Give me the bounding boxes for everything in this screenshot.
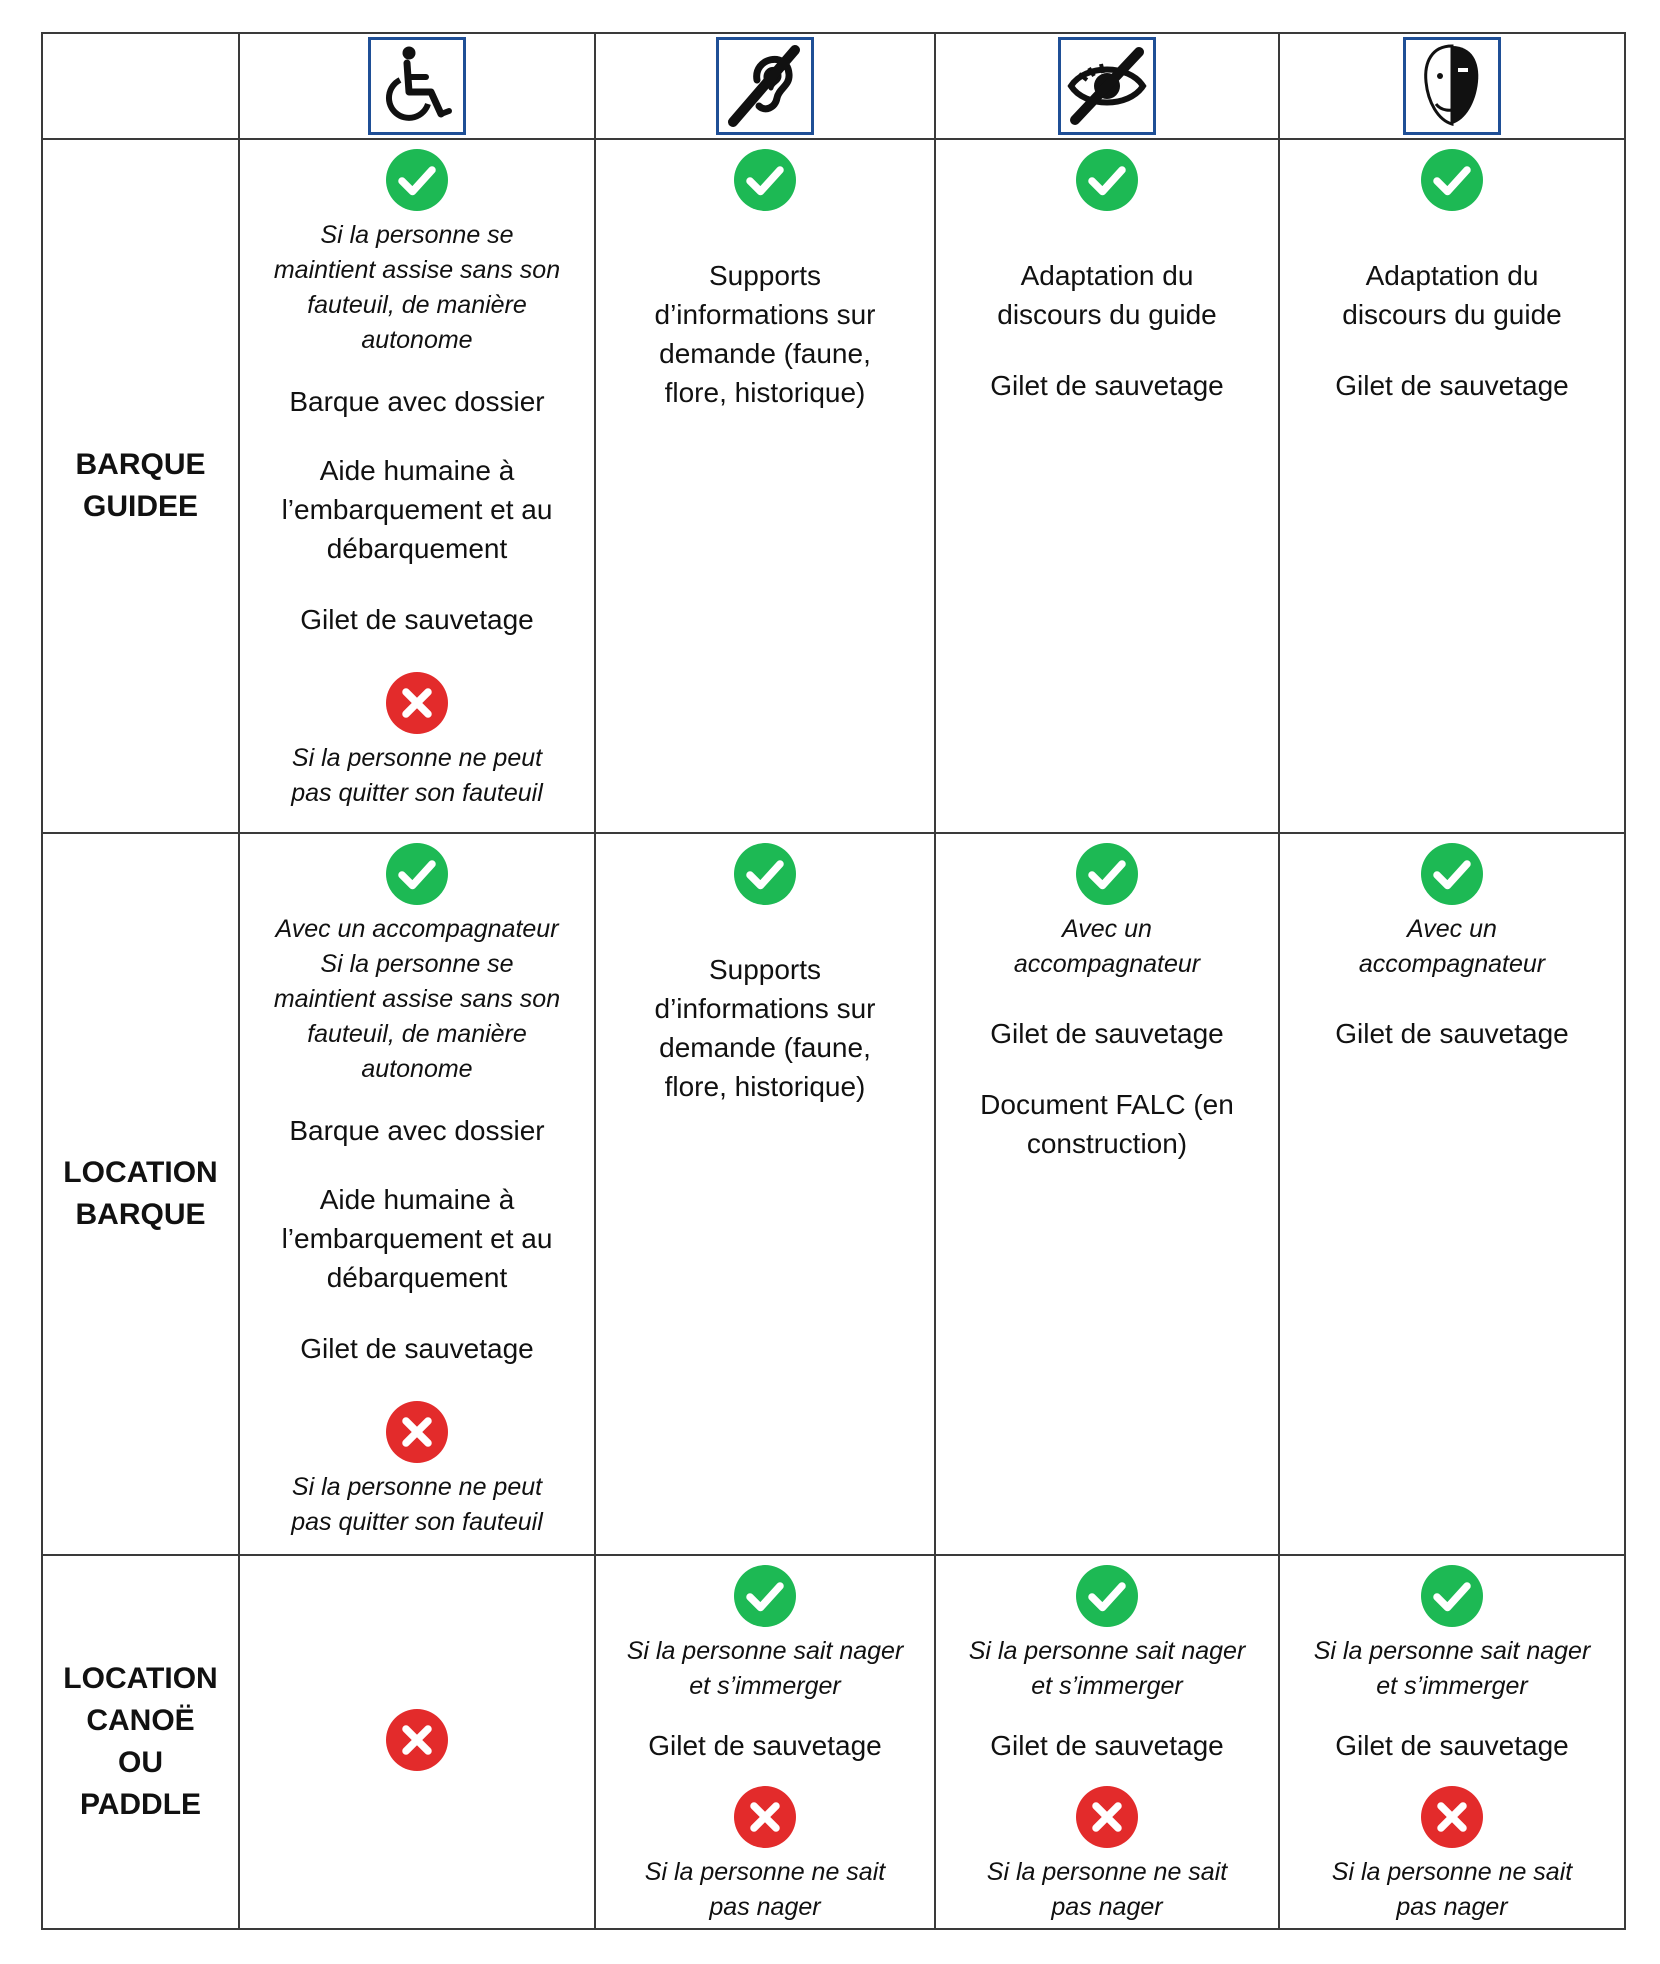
check-icon (1420, 148, 1484, 212)
check-icon (1075, 842, 1139, 906)
cross-icon (1420, 1785, 1484, 1849)
cross-icon (733, 1785, 797, 1849)
visual-impairment-icon (1058, 37, 1156, 135)
check-icon (1075, 148, 1139, 212)
cell-visual: Si la personne sait nager et s’immerger Gilet de sauvetage Si la personne ne sait pas nager (935, 1555, 1279, 1929)
accessibility-table (41, 32, 1626, 1930)
cross-icon (385, 1708, 449, 1772)
check-icon (385, 842, 449, 906)
hearing-impairment-icon (716, 37, 814, 135)
header-empty-cell (42, 33, 239, 139)
cell-visual: Adaptation du discours du guide Gilet de sauvetage (935, 139, 1279, 833)
cross-icon (385, 1400, 449, 1464)
check-icon (733, 1564, 797, 1628)
wheelchair-icon (368, 37, 466, 135)
cell-motor: Si la personne se maintient assise sans son fauteuil, de manière autonome Barque avec dossier Aide humaine à l’embarquement et au débarquement Gilet de sauvetage Si la personne ne peut pas quitter son fauteuil (239, 139, 595, 833)
cell-mental: Adaptation du discours du guide Gilet de sauvetage (1279, 139, 1625, 833)
check-icon (1420, 842, 1484, 906)
cell-hearing: Supports d’informations sur demande (faune, flore, historique) (595, 833, 935, 1555)
cell-mental: Si la personne sait nager et s’immerger Gilet de sauvetage Si la personne ne sait pas nager (1279, 1555, 1625, 1929)
header-visual (935, 33, 1279, 139)
cell-visual: Avec un accompagnateur Gilet de sauvetage Document FALC (en construction) (935, 833, 1279, 1555)
cross-icon (1075, 1785, 1139, 1849)
cross-icon (385, 671, 449, 735)
header-mental (1279, 33, 1625, 139)
check-icon (385, 148, 449, 212)
cell-mental: Avec un accompagnateur Gilet de sauvetage (1279, 833, 1625, 1555)
cell-motor (239, 1555, 595, 1929)
header-row (42, 33, 1625, 139)
mental-disability-icon (1403, 37, 1501, 135)
check-icon (1420, 1564, 1484, 1628)
row-label-location-canoe-paddle: LOCATION CANOË OU PADDLE (42, 1555, 239, 1929)
table-row (42, 1555, 1625, 1929)
check-icon (733, 842, 797, 906)
check-icon (1075, 1564, 1139, 1628)
cell-motor: Avec un accompagnateur Si la personne se maintient assise sans son fauteuil, de manière autonome Barque avec dossier Aide humaine à l’embarquement et au débarquement Gilet de sauvetage Si la personne ne peut pas quitter son fauteuil (239, 833, 595, 1555)
header-hearing (595, 33, 935, 139)
header-motor (239, 33, 595, 139)
cell-hearing: Si la personne sait nager et s’immerger Gilet de sauvetage Si la personne ne sait pas nager (595, 1555, 935, 1929)
cell-hearing: Supports d’informations sur demande (faune, flore, historique) (595, 139, 935, 833)
row-label-location-barque: LOCATION BARQUE (42, 833, 239, 1555)
check-icon (733, 148, 797, 212)
row-label-barque-guidee: BARQUE GUIDEE (42, 139, 239, 833)
table-row (42, 139, 1625, 833)
table-row (42, 833, 1625, 1555)
